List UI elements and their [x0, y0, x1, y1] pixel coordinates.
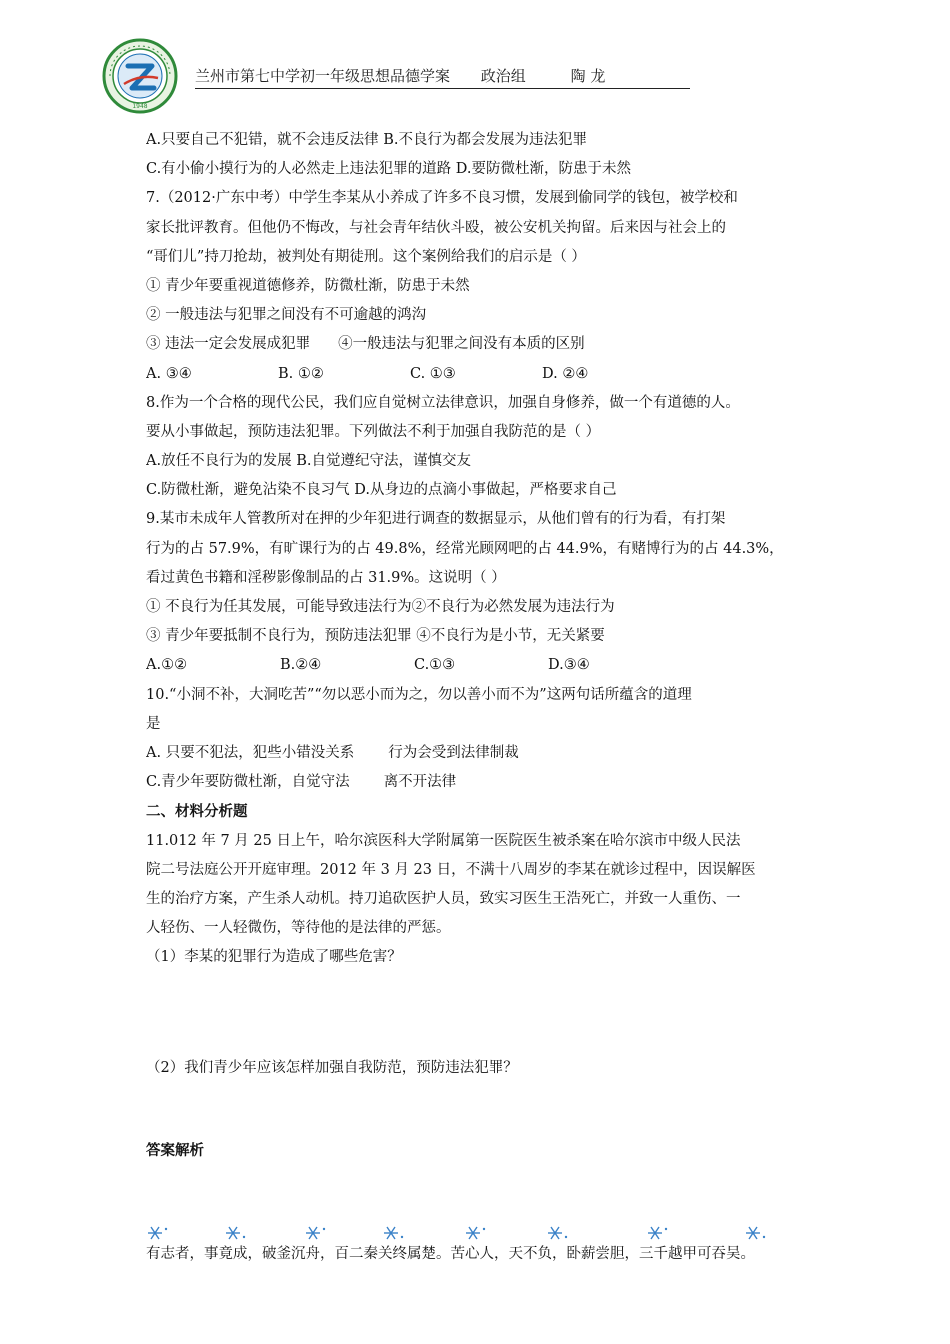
snowflake-icon [146, 1224, 168, 1242]
q6-options-ab: A.只要自己不犯错，就不会违反法律 B.不良行为都会发展为违法犯罪 [146, 132, 587, 148]
q7-statement-3-4 [146, 330, 816, 359]
q11-part-2: （2）我们青少年应该怎样加强自我防范，预防违法犯罪？ [146, 1060, 518, 1077]
q10-stem-2: 是 [146, 715, 161, 732]
snowflake-icon [382, 1224, 404, 1242]
page-header [195, 66, 690, 89]
q7-stem-3: “哥们儿”持刀抢劫，被判处有期徒刑。这个案例给我们的启示是（ ） [146, 248, 586, 265]
footer-motto: 有志者，事竟成，破釜沉舟，百二秦关终属楚。苦心人，天不负，卧薪尝胆，三千越甲可吞吴。 [146, 1246, 755, 1262]
answer-heading: 答案解析 [146, 1141, 204, 1159]
q9-option-b: B.②④ [280, 657, 322, 674]
q10-options-cd [146, 768, 816, 797]
q7-options [146, 360, 816, 389]
q7-option-d: D. ②④ [542, 365, 589, 382]
school-logo-icon [102, 38, 178, 114]
q8-options-ab: A.放任不良行为的发展 B.自觉遵纪守法，谨慎交友 [146, 453, 471, 470]
q9-option-c: C.①③ [414, 657, 456, 674]
q11-stem-2: 院二号法庭公开开庭审理。2012 年 3 月 23 日，不满十八周岁的李某在就诊过程中，因误解医 [146, 861, 756, 878]
q9-option-d: D.③④ [548, 657, 590, 674]
header-author: 陶 龙 [570, 67, 606, 85]
q9-stem-2: 行为的占 57.9%，有旷课行为的占 49.8%，经常光顾网吧的占 44.9%，有赌博行为的占 44.3%， [146, 540, 784, 557]
q8-stem-2: 要从小事做起，预防违法犯罪。下列做法不利于加强自我防范的是（ ） [146, 423, 601, 440]
section-2-heading: 二、材料分析题 [146, 803, 248, 821]
document-body [146, 126, 816, 1165]
q7-option-b: B. ①② [278, 365, 324, 382]
q9-option-a: A.①② [146, 657, 188, 674]
q9-stem-1: 9.某市未成年人管教所对在押的少年犯进行调查的数据显示，从他们曾有的行为看，有打架 [146, 511, 726, 528]
q8-stem-1: 8.作为一个合格的现代公民，我们应自觉树立法律意识，加强自身修养，做一个有道德的人。 [146, 394, 740, 411]
snowflake-icon [224, 1224, 246, 1242]
q9-options [146, 651, 816, 680]
q10-option-d: 离不开法律 [383, 774, 457, 791]
q7-statement-1: ① 青少年要重视道德修养，防微杜渐，防患于未然 [146, 277, 470, 294]
q7-stem-1: 7.（2012·广东中考）中学生李某从小养成了许多不良习惯，发展到偷同学的钱包，被学校和 [146, 190, 738, 207]
q11-stem-4: 人轻伤、一人轻微伤，等待他的是法律的严惩。 [146, 920, 451, 937]
snowflake-icon [744, 1224, 766, 1242]
snowflake-icon [304, 1224, 326, 1242]
q7-option-a: A. ③④ [146, 365, 192, 382]
q7-statement-4: ④一般违法与犯罪之间没有本质的区别 [338, 336, 585, 353]
logo-year: 1948 [132, 103, 148, 110]
snowflake-divider [146, 1224, 806, 1244]
q7-option-c: C. ①③ [410, 365, 456, 382]
q8-options-cd: C.防微杜渐，避免沾染不良习气 D.从身边的点滴小事做起，严格要求自己 [146, 482, 617, 499]
q6-options-cd: C.有小偷小摸行为的人必然走上违法犯罪的道路 D.要防微杜渐，防患于未然 [146, 161, 632, 178]
header-group: 政治组 [480, 67, 526, 85]
q9-statement-3-4: ③ 青少年要抵制不良行为，预防违法犯罪 ④不良行为是小节，无关紧要 [146, 628, 605, 645]
q9-stem-3: 看过黄色书籍和淫秽影像制品的占 31.9%。这说明（ ） [146, 569, 506, 586]
snowflake-icon [464, 1224, 486, 1242]
q10-options-ab [146, 739, 816, 768]
q9-statement-1-2: ① 不良行为任其发展，可能导致违法行为②不良行为必然发展为违法行为 [146, 599, 615, 615]
snowflake-icon [546, 1224, 568, 1242]
q7-stem-2: 家长批评教育。但他仍不悔改，与社会青年结伙斗殴，被公安机关拘留。后来因与社会上的 [146, 219, 726, 236]
header-school: 兰州市第七中学初一年级思想品德学案 [195, 67, 451, 85]
q10-option-a: A. 只要不犯法，犯些小错没关系 [146, 744, 355, 761]
snowflake-icon [646, 1224, 668, 1242]
q11-stem-3: 生的治疗方案，产生杀人动机。持刀追砍医护人员，致实习医生王浩死亡，并致一人重伤、一 [146, 890, 741, 907]
q7-statement-3: ③ 违法一定会发展成犯罪 [146, 336, 311, 353]
q11-stem-1: 11.012 年 7 月 25 日上午，哈尔滨医科大学附属第一医院医生被杀案在哈尔滨市中级人民法 [146, 832, 741, 849]
q11-part-1: （1）李某的犯罪行为造成了哪些危害？ [146, 949, 402, 966]
q7-statement-2: ② 一般违法与犯罪之间没有不可逾越的鸿沟 [146, 307, 427, 324]
q10-option-b: 行为会受到法律制裁 [388, 744, 519, 761]
q10-stem-1: 10.“小洞不补，大洞吃苦”“勿以恶小而为之，勿以善小而不为”这两句话所蕴含的道理 [146, 686, 692, 703]
q10-option-c: C.青少年要防微杜渐，自觉守法 [146, 774, 350, 791]
